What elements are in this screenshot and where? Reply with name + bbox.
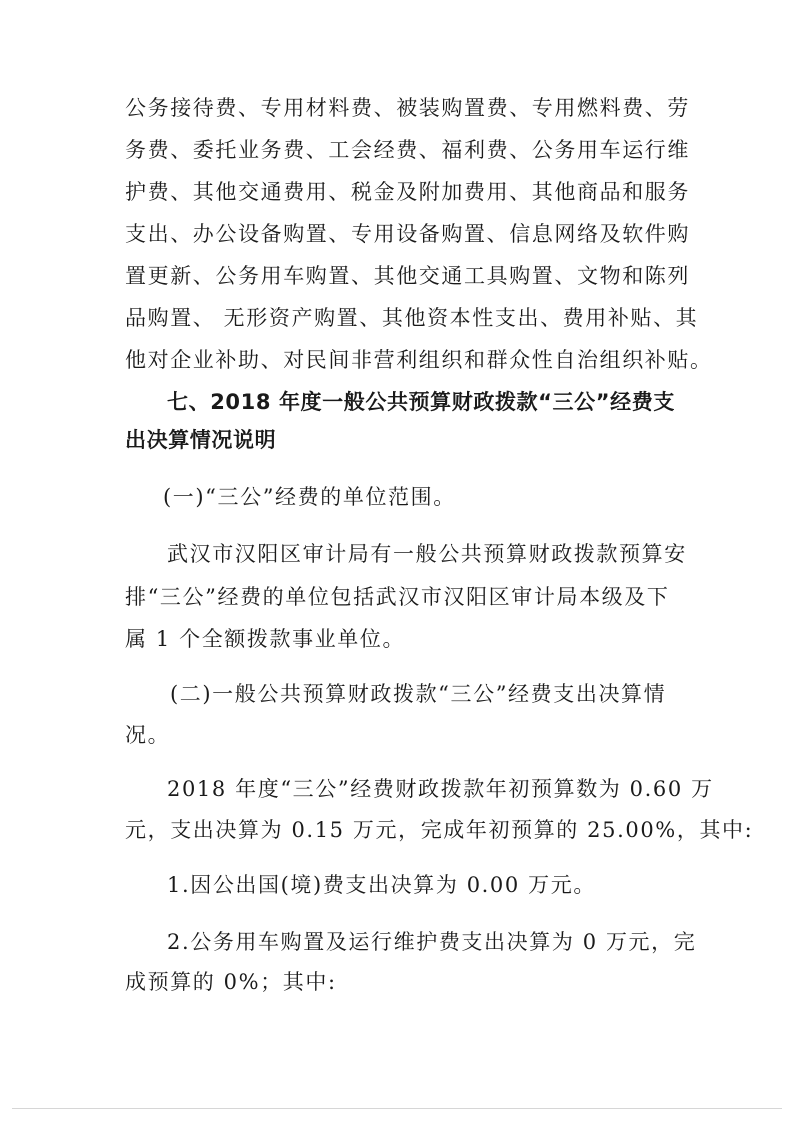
paragraph-line: 置更新、公务用车购置、其他交通工具购置、文物和陈列	[125, 264, 690, 288]
paragraph-line: 品购置、 无形资产购置、其他资本性支出、费用补贴、其	[125, 306, 699, 330]
paragraph-line: 公务接待费、专用材料费、被装购置费、专用燃料费、劳	[125, 96, 690, 120]
list-item: 1.因公出国(境)费支出决算为 0.00 万元。	[167, 873, 596, 897]
paragraph-line: 排“三公”经费的单位包括武汉市汉阳区审计局本级及下	[125, 585, 670, 609]
section-heading: 七、2018 年度一般公共预算财政拨款“三公”经费支	[167, 390, 675, 414]
subsection-title: 况。	[125, 723, 171, 747]
list-item: 成预算的 0%；其中:	[125, 970, 337, 994]
paragraph-line: 属 1 个全额拨款事业单位。	[125, 627, 406, 651]
section-heading: 出决算情况说明	[125, 428, 277, 452]
list-item: 2.公务用车购置及运行维护费支出决算为 0 万元，完	[167, 930, 697, 954]
paragraph-line: 2018 年度“三公”经费财政拨款年初预算数为 0.60 万	[167, 777, 714, 801]
subsection-title: (二)一般公共预算财政拨款“三公”经费支出决算情	[170, 682, 667, 706]
paragraph-line: 他对企业补助、对民间非营利组织和群众性自治组织补贴。	[125, 348, 713, 372]
paragraph-line: 武汉市汉阳区审计局有一般公共预算财政拨款预算安	[167, 542, 687, 566]
paragraph-line: 支出、办公设备购置、专用设备购置、信息网络及软件购	[125, 222, 690, 246]
paragraph-line: 务费、委托业务费、工会经费、福利费、公务用车运行维	[125, 138, 690, 162]
paragraph-line: 元，支出决算为 0.15 万元，完成年初预算的 25.00%，其中:	[125, 818, 754, 842]
page-bottom-edge	[12, 1108, 782, 1109]
paragraph-line: 护费、其他交通费用、税金及附加费用、其他商品和服务	[125, 180, 690, 204]
subsection-title: (一)“三公”经费的单位范围。	[163, 485, 456, 509]
